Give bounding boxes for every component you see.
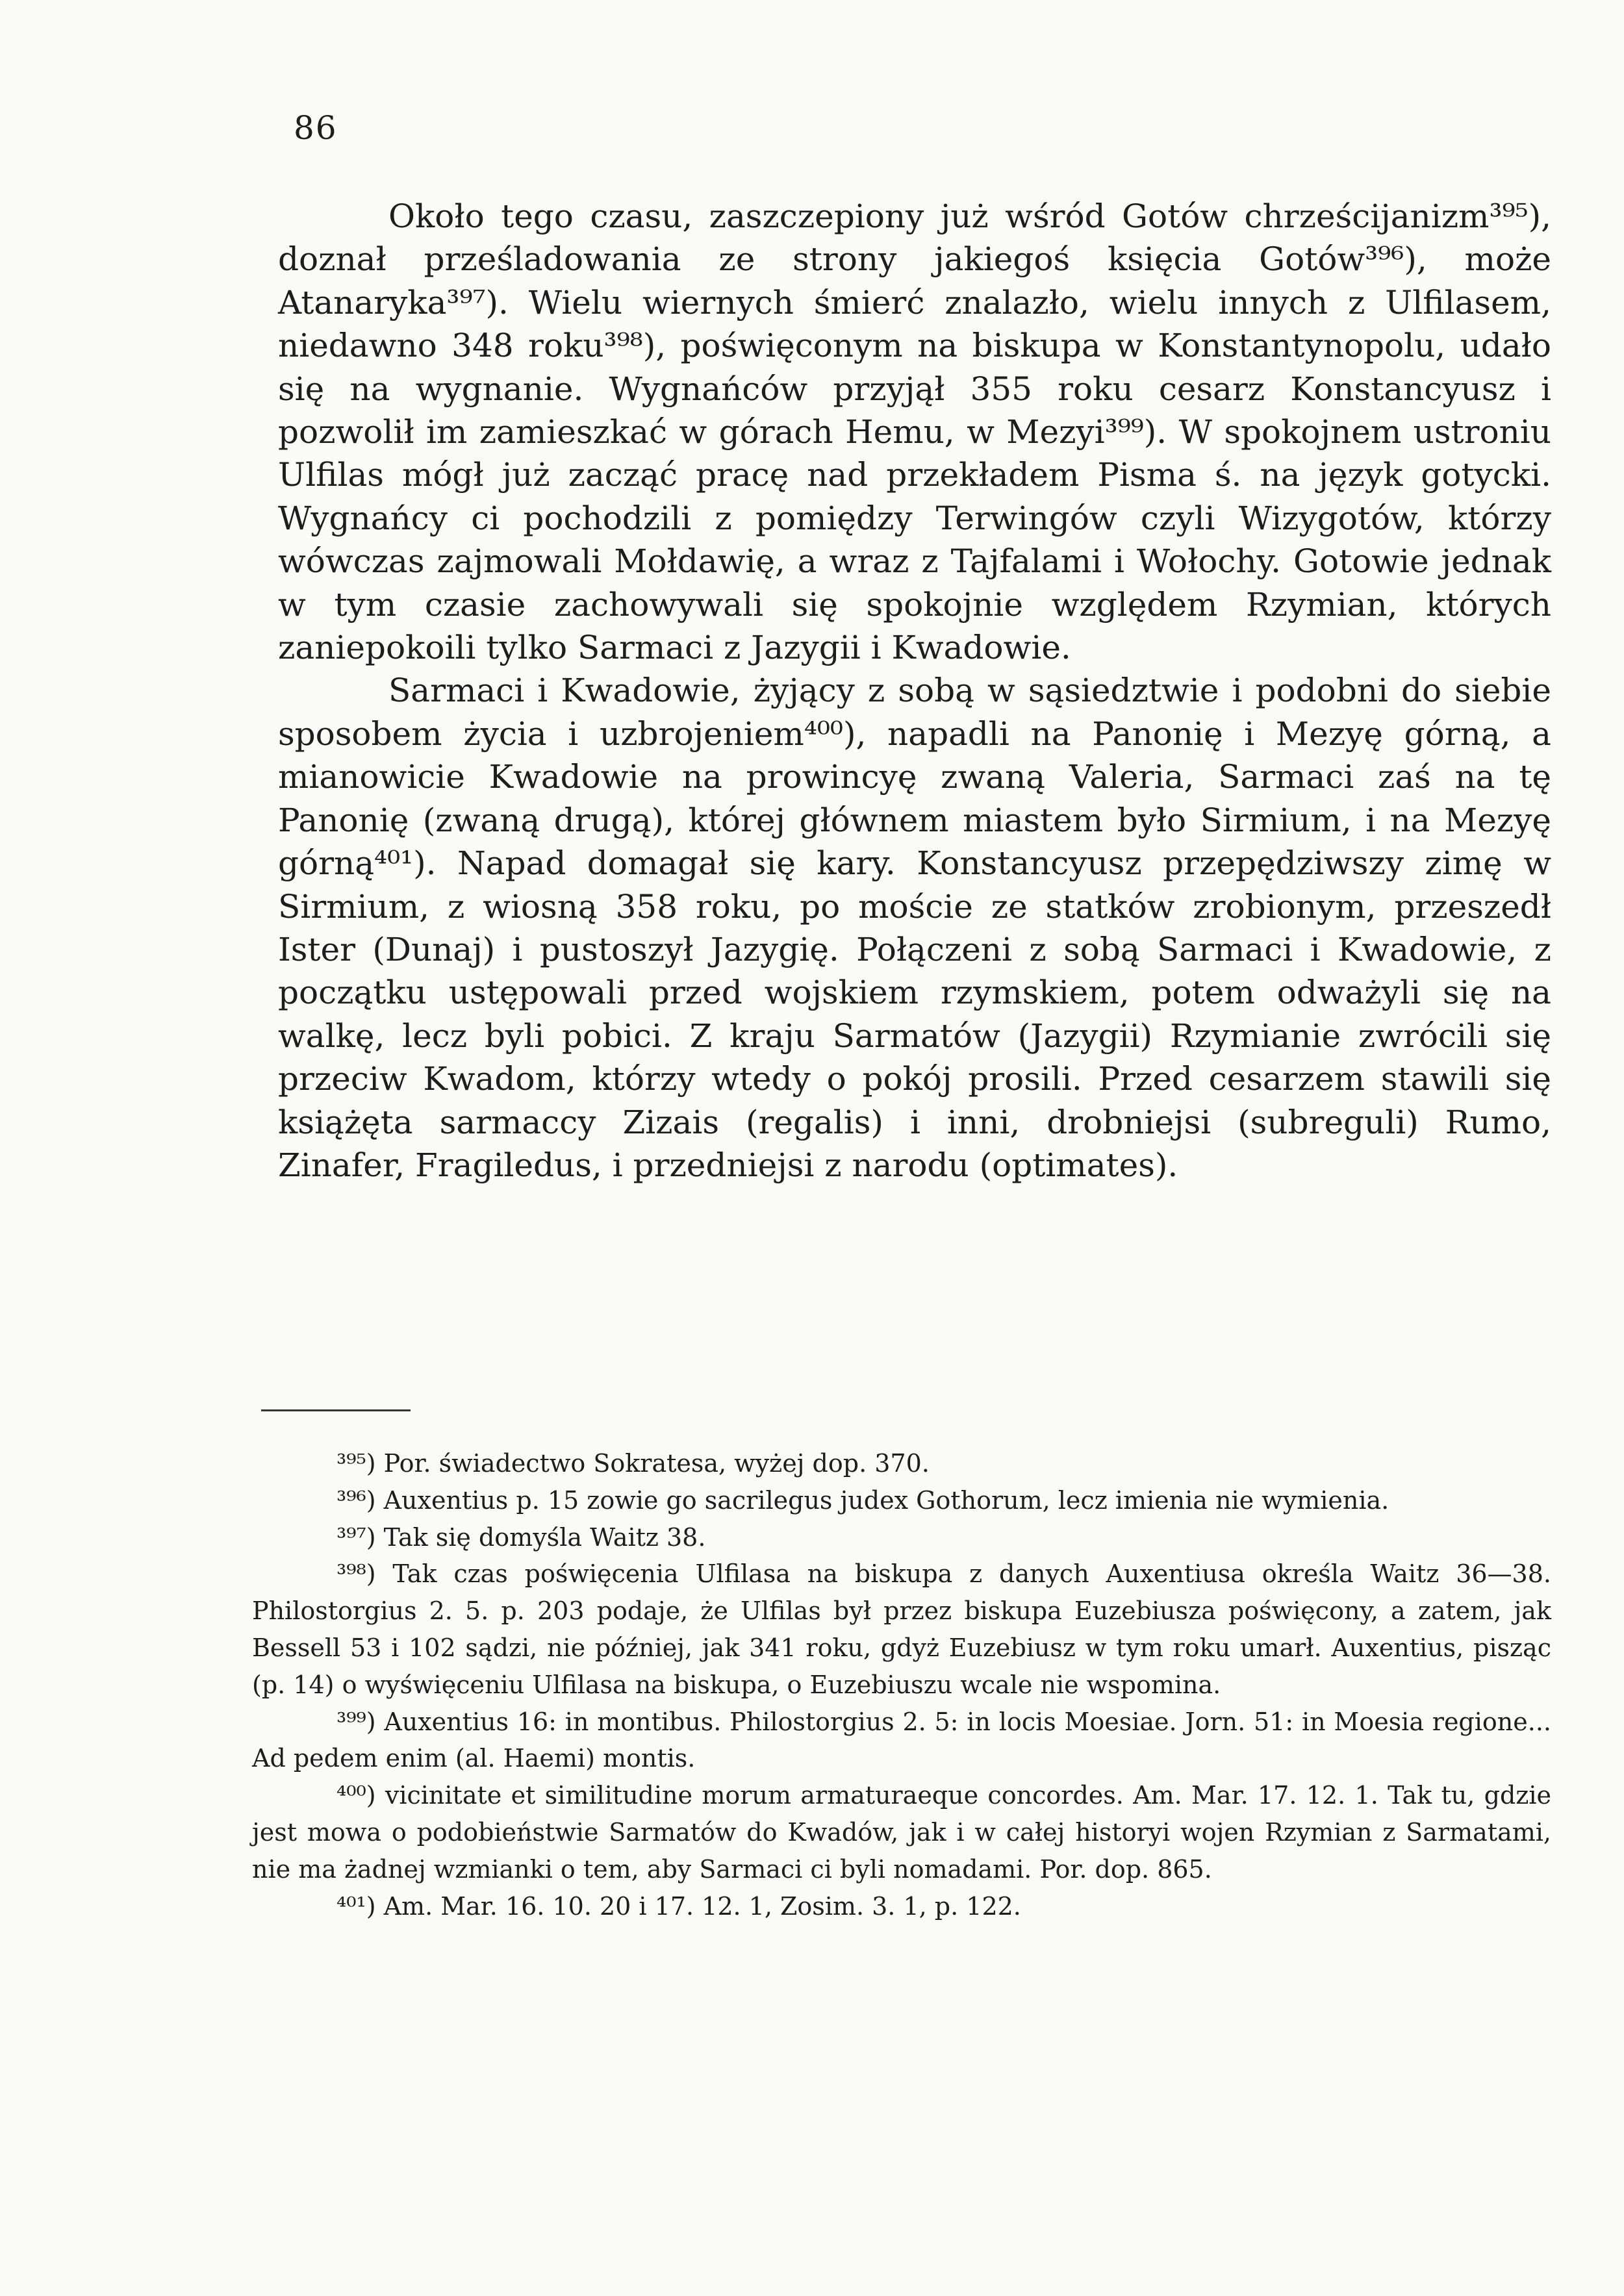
footnote-400: ⁴⁰⁰) vicinitate et similitudine morum armaturaeque concordes. Am. Mar. 17. 12. 1. Tak tu, gdzie jest mowa o podobieństwie Sarmatów do Kwadów, jak i w całej historyi wojen Rzymian z Sarmatami, nie ma żadnej wzmianki o tem, aby Sarmaci ci byli nomadami. Por. dop. 865. [252, 1781, 1551, 1884]
paragraph: Około tego czasu, zaszczepiony już wśród Gotów chrześcijanizm³⁹⁵), doznał prześladowania ze strony jakiegoś księcia Gotów³⁹⁶), może Atanaryka³⁹⁷). Wielu wiernych śmierć znalazło, wielu innych z Ulfilasem, niedawno 348 roku³⁹⁸), poświęconym na biskupa w Konstantynopolu, udało się na wygnanie. Wygnańców przyjął 355 roku cesarz Konstancyusz i pozwolił im zamieszkać w górach Hemu, w Mezyi³⁹⁹). W spokojnem ustroniu Ulfilas mógł już zacząć pracę nad przekładem Pisma ś. na język gotycki. Wygnańcy ci pochodzili z pomiędzy Terwingów czyli Wizygotów, którzy wówczas zajmowali Mołdawię, a wraz z Tajfalami i Wołochy. Gotowie jednak w tym czasie zachowywali się spokojnie względem Rzymian, których zaniepokoili tylko Sarmaci z Jazygii i Kwadowie. [278, 197, 1551, 667]
footnote-395: ³⁹⁵) Por. świadectwo Sokratesa, wyżej dop. 370. [336, 1449, 930, 1478]
footnote-396: ³⁹⁶) Auxentius p. 15 zowie go sacrilegus judex Gothorum, lecz imienia nie wymienia. [336, 1485, 1389, 1515]
footnote-398: ³⁹⁸) Tak czas poświęcenia Ulfilasa na biskupa z danych Auxentiusa określa Waitz 36—38. Philostorgius 2. 5. p. 203 podaje, że Ulfilas był przez biskupa Euzebiusza poświęcony, a zatem, jak Bessell 53 i 102 sądzi, nie później, jak 341 roku, gdyż Euzebiusz w tym roku umarł. Auxentius, pisząc (p. 14) o wyświęceniu Ulfilasa na biskupa, o Euzebiuszu wcale nie wspomina. [252, 1559, 1551, 1699]
footnotes [252, 1445, 1551, 1924]
page-number: 86 [294, 109, 338, 147]
main-text [278, 195, 1551, 1187]
footnote-397: ³⁹⁷) Tak się domyśla Waitz 38. [336, 1522, 706, 1552]
footnote-separator [261, 1409, 411, 1411]
footnote-399: ³⁹⁹) Auxentius 16: in montibus. Philostorgius 2. 5: in locis Moesiae. Jorn. 51: in Moesia regione... Ad pedem enim (al. Haemi) montis. [252, 1707, 1551, 1773]
footnote-401: ⁴⁰¹) Am. Mar. 16. 10. 20 i 17. 12. 1, Zosim. 3. 1, p. 122. [336, 1891, 1021, 1921]
paragraph: Sarmaci i Kwadowie, żyjący z sobą w sąsiedztwie i podobni do siebie sposobem życia i uzbrojeniem⁴⁰⁰), napadli na Panonię i Mezyę górną, a mianowicie Kwadowie na prowincyę zwaną Valeria, Sarmaci zaś na tę Panonię (zwaną drugą), której głównem miastem było Sirmium, i na Mezyę górną⁴⁰¹). Napad domagał się kary. Konstancyusz przepędziwszy zimę w Sirmium, z wiosną 358 roku, po moście ze statków zrobionym, przeszedł Ister (Dunaj) i pustoszył Jazygię. Połączeni z sobą Sarmaci i Kwadowie, z początku ustępowali przed wojskiem rzymskiem, potem odważyli się na walkę, lecz byli pobici. Z kraju Sarmatów (Jazygii) Rzymianie zwrócili się przeciw Kwadom, którzy wtedy o pokój prosili. Przed cesarzem stawili się książęta sarmaccy Zizais (regalis) i inni, drobniejsi (subreguli) Rumo, Zinafer, Fragiledus, i przedniejsi z narodu (optimates). [278, 672, 1551, 1184]
